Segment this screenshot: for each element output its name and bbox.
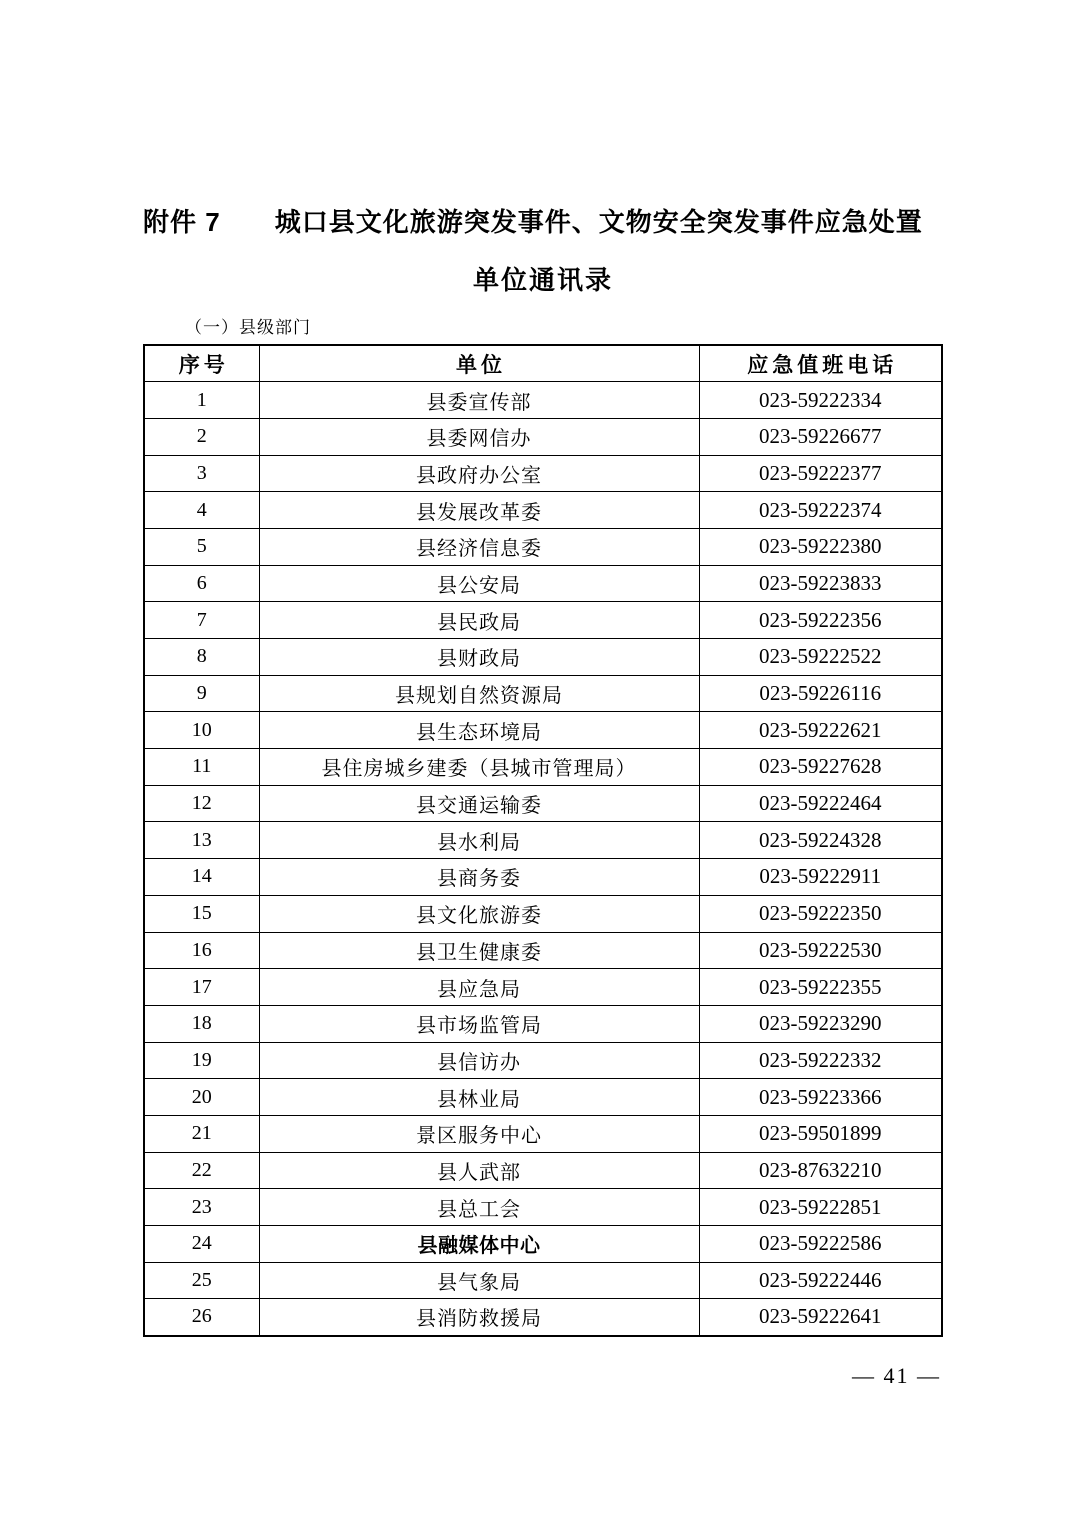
unit-name-cell: 县委网信办 (259, 418, 699, 455)
row-number-cell: 8 (144, 639, 259, 676)
table-row (144, 1299, 942, 1336)
table-row (144, 1042, 942, 1079)
unit-name-cell: 县文化旅游委 (259, 895, 699, 932)
unit-name-cell: 县卫生健康委 (259, 932, 699, 969)
emergency-phone-cell: 023-59224328 (699, 822, 942, 859)
table-row (144, 675, 942, 712)
unit-name-cell: 县总工会 (259, 1189, 699, 1226)
unit-name-cell: 县生态环境局 (259, 712, 699, 749)
table-row (144, 382, 942, 419)
table-row (144, 785, 942, 822)
emergency-phone-cell: 023-59222621 (699, 712, 942, 749)
emergency-phone-cell: 023-59222641 (699, 1299, 942, 1336)
emergency-phone-cell: 023-59222356 (699, 602, 942, 639)
emergency-phone-cell: 023-59222334 (699, 382, 942, 419)
row-number-cell: 3 (144, 455, 259, 492)
emergency-phone-cell: 023-59222332 (699, 1042, 942, 1079)
emergency-phone-cell: 023-59226116 (699, 675, 942, 712)
row-number-cell: 1 (144, 382, 259, 419)
row-number-cell: 12 (144, 785, 259, 822)
document-title-line2: 单位通讯录 (472, 265, 613, 295)
table-header-row (144, 345, 942, 382)
emergency-phone-cell: 023-59222851 (699, 1189, 942, 1226)
unit-name-cell: 县公安局 (259, 565, 699, 602)
row-number-cell: 19 (144, 1042, 259, 1079)
emergency-phone-cell: 023-59227628 (699, 749, 942, 786)
unit-name-cell: 县发展改革委 (259, 492, 699, 529)
table-row (144, 749, 942, 786)
table-row (144, 932, 942, 969)
row-number-cell: 23 (144, 1189, 259, 1226)
table-row (144, 1189, 942, 1226)
unit-name-cell: 县委宣传部 (259, 382, 699, 419)
emergency-phone-cell: 023-59222446 (699, 1262, 942, 1299)
document-title: 城口县文化旅游突发事件、文物安全突发事件应急处置 (274, 207, 923, 237)
unit-name-cell: 县应急局 (259, 969, 699, 1006)
unit-name-cell: 县住房城乡建委（县城市管理局） (259, 749, 699, 786)
table-row (144, 895, 942, 932)
emergency-phone-cell: 023-59223290 (699, 1005, 942, 1042)
document-title-line1 (143, 206, 943, 238)
table-body (144, 382, 942, 1336)
table-row (144, 1226, 942, 1263)
emergency-phone-cell: 023-59222911 (699, 859, 942, 896)
header-serial-number: 序号 (144, 345, 259, 382)
table-row (144, 602, 942, 639)
emergency-phone-cell: 023-87632210 (699, 1152, 942, 1189)
table-row (144, 1152, 942, 1189)
emergency-phone-cell: 023-59501899 (699, 1115, 942, 1152)
row-number-cell: 2 (144, 418, 259, 455)
unit-name-cell: 县气象局 (259, 1262, 699, 1299)
row-number-cell: 17 (144, 969, 259, 1006)
row-number-cell: 14 (144, 859, 259, 896)
table-row (144, 712, 942, 749)
unit-name-cell: 县财政局 (259, 639, 699, 676)
table-row (144, 1079, 942, 1116)
row-number-cell: 10 (144, 712, 259, 749)
unit-name-cell: 县人武部 (259, 1152, 699, 1189)
unit-name-cell: 县交通运输委 (259, 785, 699, 822)
row-number-cell: 20 (144, 1079, 259, 1116)
emergency-phone-cell: 023-59222350 (699, 895, 942, 932)
emergency-phone-cell: 023-59222374 (699, 492, 942, 529)
row-number-cell: 9 (144, 675, 259, 712)
table-row (144, 859, 942, 896)
emergency-phone-cell: 023-59222522 (699, 639, 942, 676)
row-number-cell: 6 (144, 565, 259, 602)
table-row (144, 528, 942, 565)
unit-name-cell: 县消防救援局 (259, 1299, 699, 1336)
table-row (144, 492, 942, 529)
row-number-cell: 5 (144, 528, 259, 565)
unit-name-cell: 县融媒体中心 (259, 1226, 699, 1263)
unit-name-cell: 县商务委 (259, 859, 699, 896)
row-number-cell: 26 (144, 1299, 259, 1336)
table-row (144, 969, 942, 1006)
table-row (144, 1115, 942, 1152)
emergency-phone-cell: 023-59222377 (699, 455, 942, 492)
emergency-phone-cell: 023-59223833 (699, 565, 942, 602)
unit-name-cell: 县规划自然资源局 (259, 675, 699, 712)
row-number-cell: 25 (144, 1262, 259, 1299)
unit-name-cell: 县市场监管局 (259, 1005, 699, 1042)
unit-name-cell: 县政府办公室 (259, 455, 699, 492)
row-number-cell: 4 (144, 492, 259, 529)
row-number-cell: 13 (144, 822, 259, 859)
contact-directory-table (143, 344, 943, 1337)
row-number-cell: 18 (144, 1005, 259, 1042)
unit-name-cell: 县经济信息委 (259, 528, 699, 565)
unit-name-cell: 县林业局 (259, 1079, 699, 1116)
row-number-cell: 15 (144, 895, 259, 932)
header-emergency-phone: 应急值班电话 (699, 345, 942, 382)
table-row (144, 822, 942, 859)
unit-name-cell: 县信访办 (259, 1042, 699, 1079)
header-unit: 单位 (259, 345, 699, 382)
emergency-phone-cell: 023-59222380 (699, 528, 942, 565)
unit-name-cell: 县民政局 (259, 602, 699, 639)
table-row (144, 455, 942, 492)
table-row (144, 565, 942, 602)
attachment-label: 附件 7 (143, 207, 221, 237)
emergency-phone-cell: 023-59223366 (699, 1079, 942, 1116)
row-number-cell: 7 (144, 602, 259, 639)
emergency-phone-cell: 023-59222355 (699, 969, 942, 1006)
table-row (144, 1262, 942, 1299)
row-number-cell: 16 (144, 932, 259, 969)
section-label: （一）县级部门 (185, 318, 311, 337)
emergency-phone-cell: 023-59226677 (699, 418, 942, 455)
unit-name-cell: 县水利局 (259, 822, 699, 859)
emergency-phone-cell: 023-59222586 (699, 1226, 942, 1263)
emergency-phone-cell: 023-59222464 (699, 785, 942, 822)
unit-name-cell: 景区服务中心 (259, 1115, 699, 1152)
row-number-cell: 11 (144, 749, 259, 786)
emergency-phone-cell: 023-59222530 (699, 932, 942, 969)
page-number: — 41 — (852, 1363, 941, 1388)
table-header (144, 345, 942, 382)
table-row (144, 1005, 942, 1042)
row-number-cell: 21 (144, 1115, 259, 1152)
row-number-cell: 22 (144, 1152, 259, 1189)
table-row (144, 418, 942, 455)
table-row (144, 639, 942, 676)
row-number-cell: 24 (144, 1226, 259, 1263)
